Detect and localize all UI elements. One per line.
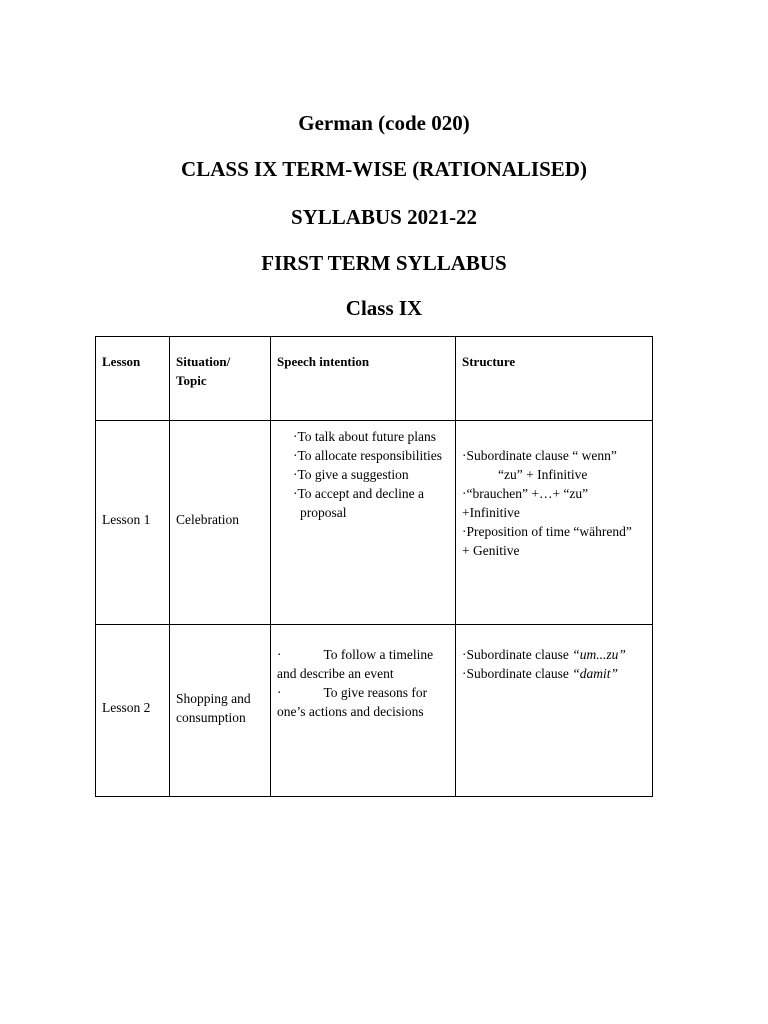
list-item: · To give reasons for (277, 685, 428, 700)
list-item: and describe an event (277, 666, 394, 681)
speech-intention-cell (271, 421, 456, 625)
structure-cell (456, 421, 653, 625)
list-item: + Genitive (462, 543, 520, 558)
list-item: “zu” + Infinitive (498, 467, 588, 482)
list-item: +Infinitive (462, 505, 520, 520)
list-item: ·Subordinate clause “ wenn” (462, 448, 617, 463)
table-header-row (96, 337, 653, 421)
header-speech-intention: Speech intention (271, 337, 456, 421)
table-row (96, 625, 653, 797)
header-situation-topic: Situation/ Topic (170, 337, 271, 421)
structure-cell (456, 625, 653, 797)
syllabus-year-title: SYLLABUS 2021-22 (290, 205, 478, 229)
list-item: one’s actions and decisions (277, 704, 424, 719)
topic-cell: Shopping and consumption (170, 625, 271, 797)
term-title: FIRST TERM SYLLABUS (261, 251, 507, 275)
table-row (96, 421, 653, 625)
list-item: ·To allocate responsibilities (293, 448, 443, 463)
lesson-cell: Lesson 1 (96, 421, 170, 625)
list-item: ·To give a suggestion (293, 467, 409, 482)
topic-cell: Celebration (170, 421, 271, 625)
list-item: ·Subordinate clause “damit” (462, 666, 618, 681)
syllabus-table (95, 336, 653, 797)
subject-title: German (code 020) (298, 111, 470, 135)
list-item: proposal (300, 505, 347, 520)
list-item: ·To talk about future plans (293, 429, 437, 444)
header-lesson: Lesson (96, 337, 170, 421)
list-item: ·Preposition of time “während” (462, 524, 632, 539)
header-structure: Structure (456, 337, 653, 421)
class-term-title: CLASS IX TERM-WISE (RATIONALISED) (181, 157, 587, 181)
list-item: ·“brauchen” +…+ “zu” (462, 486, 589, 501)
class-title: Class IX (345, 296, 423, 320)
list-item: ·To accept and decline a (293, 486, 424, 501)
list-item: ·Subordinate clause “um...zu” (462, 647, 626, 662)
lesson-cell: Lesson 2 (96, 625, 170, 797)
speech-intention-cell (271, 625, 456, 797)
list-item: · To follow a timeline (277, 647, 434, 662)
